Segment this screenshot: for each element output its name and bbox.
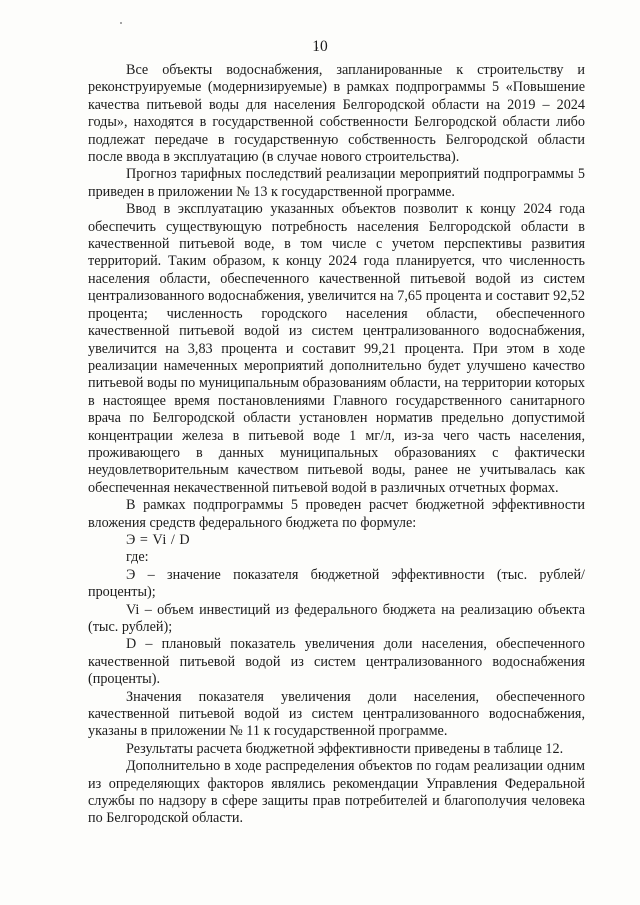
document-body — [88, 62, 585, 828]
page-number: 10 — [312, 38, 328, 55]
paragraph-commissioning: Ввод в эксплуатацию указанных объектов позволит к концу 2024 года обеспечить существующую потребность населения Белгородской области в качественной питьевой воде, в том числе с учетом перспективы развития территорий. Таким образом, к концу 2024 года планируется, что численность населения области, обеспеченного качественной питьевой водой из систем централизованного водоснабжения, увеличится на 7,65 процента и составит 92,52 процента; численность городского населения области, обеспеченного качественной питьевой водой из систем централизованного водоснабжения, увеличится на 3,83 процента и составит 99,21 процента. При этом в ходе реализации намеченных мероприятий дополнительно будет улучшено качество питьевой воды по муниципальным образованиям области, на территории которых в настоящее время постановлениями Главного государственного санитарного врача по Белгородской области установлен норматив предельно допустимой концентрации железа в питьевой воде 1 мг/л, из-за чего часть населения, проживающего в данных муниципальных образованиях с фактически неудовлетворительным качеством питьевой воды, ранее не учитывалась как обеспеченная некачественной питьевой водой в различных отчетных формах. — [88, 201, 585, 496]
definition-vi: Vi – объем инвестиций из федерального бюджета на реализацию объекта (тыс. рублей); — [88, 601, 585, 635]
scan-speck — [120, 22, 122, 24]
paragraph-recommendations: Дополнительно в ходе распределения объектов по годам реализации одним из определяющих факторов являлись рекомендации Управления Федеральной службы по надзору в сфере защиты прав потребителей и благополучия человека по Белгородской области. — [88, 758, 585, 827]
paragraph-results-table: Результаты расчета бюджетной эффективности приведены в таблице 12. — [126, 740, 564, 757]
definition-d: D – плановый показатель увеличения доли населения, обеспеченного качественной питьевой водой из систем централизованного водоснабжения (проценты). — [88, 636, 585, 688]
formula: Э = Vi / D — [126, 531, 191, 548]
paragraph-budget-efficiency: В рамках подпрограммы 5 проведен расчет бюджетной эффективности вложения средств федерального бюджета по формуле: — [88, 497, 585, 531]
paragraph-water-objects: Все объекты водоснабжения, запланированные к строительству и реконструируемые (модернизируемые) в рамках подпрограммы 5 «Повышение качества питьевой воды для населения Белгородской области на 2019 – 2024 годы», находятся в государственной собственности Белгородской области либо подлежат передаче в государственную собственность Белгородской области после ввода в эксплуатацию (в случае нового строительства). — [88, 62, 585, 166]
paragraph-indicator-values: Значения показателя увеличения доли населения, обеспеченного качественной питьевой водой из систем централизованного водоснабжения, указаны в приложении № 11 к государственной программе. — [88, 688, 585, 740]
definition-e: Э – значение показателя бюджетной эффективности (тыс. рублей/проценты); — [88, 566, 585, 601]
paragraph-tariff-forecast: Прогноз тарифных последствий реализации мероприятий подпрограммы 5 приведен в приложении № 13 к государственной программе. — [88, 166, 585, 200]
formula-where: где: — [126, 549, 149, 566]
